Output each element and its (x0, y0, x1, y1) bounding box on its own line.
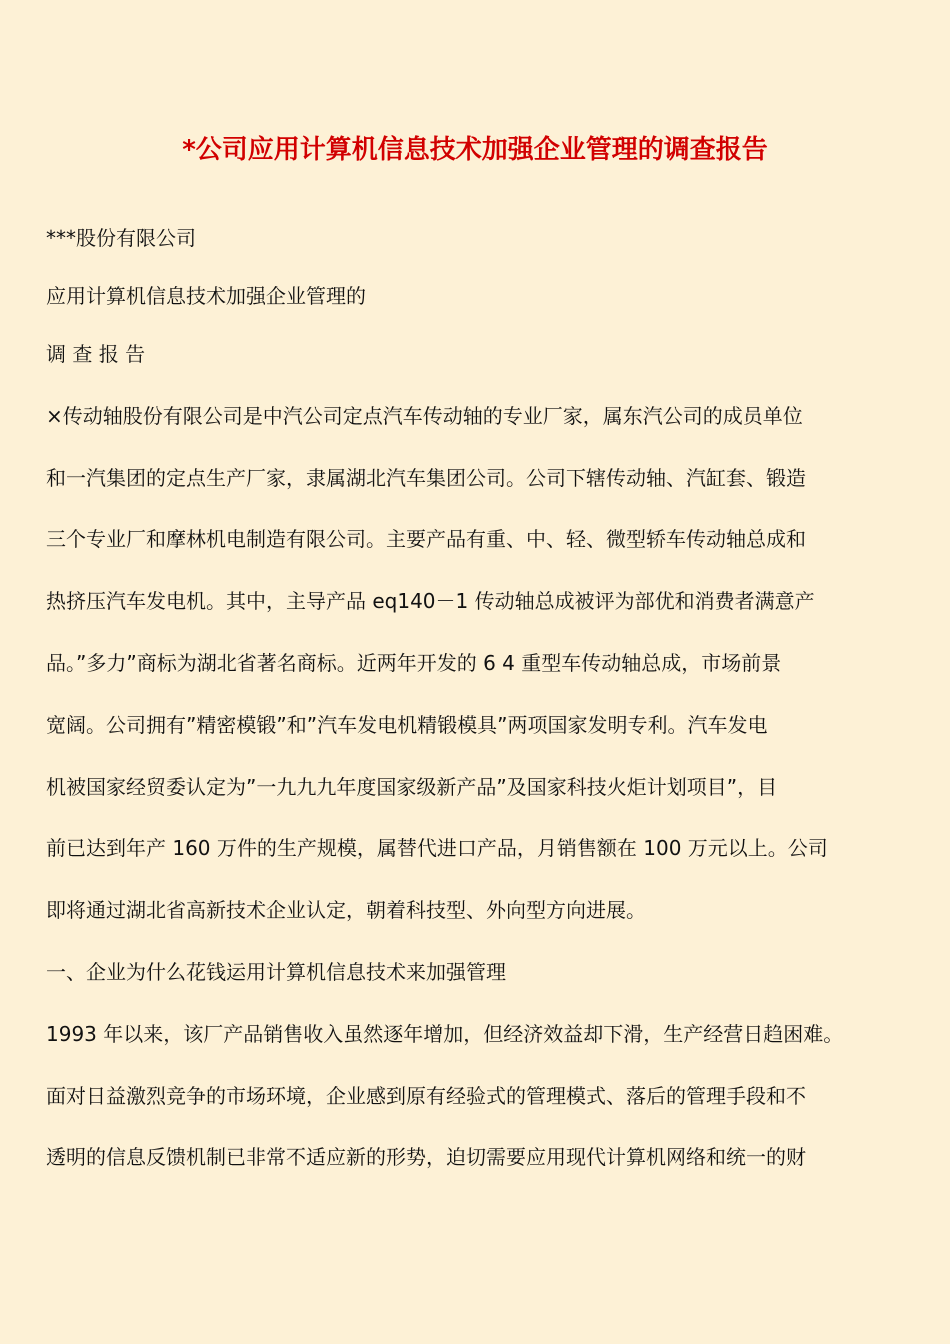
body-line: 1993 年以来，该厂产品销售收入虽然逐年增加，但经济效益却下滑，生产经营日趋困难。 (46, 1021, 844, 1046)
body-line: 品。”多力”商标为湖北省著名商标。近两年开发的 6 4 重型车传动轴总成，市场前景 (46, 650, 782, 675)
report-label: 调 查 报 告 (46, 342, 146, 366)
company-name: ***股份有限公司 (46, 226, 196, 250)
document-body (46, 216, 906, 1197)
body-line: 前已达到年产 160 万件的生产规模，属替代进口产品，月销售额在 100 万元以上。公司 (46, 836, 828, 861)
body-line: 即将通过湖北省高新技术企业认定，朝着科技型、外向型方向进展。 (46, 898, 646, 923)
section-heading: 一、企业为什么花钱运用计算机信息技术来加强管理 (46, 959, 506, 984)
body-line: ×传动轴股份有限公司是中汽公司定点汽车传动轴的专业厂家，属东汽公司的成员单位 (46, 403, 803, 428)
body-line: 面对日益激烈竞争的市场环境，企业感到原有经验式的管理模式、落后的管理手段和不 (46, 1083, 806, 1108)
document-title: *公司应用计算机信息技术加强企业管理的调查报告 (182, 135, 768, 165)
body-line: 宽阔。公司拥有”精密模锻”和”汽车发电机精锻模具”两项国家发明专利。汽车发电 (46, 712, 768, 737)
body-line: 和一汽集团的定点生产厂家，隶属湖北汽车集团公司。公司下辖传动轴、汽缸套、锻造 (46, 465, 806, 490)
body-line: 三个专业厂和摩林机电制造有限公司。主要产品有重、中、轻、微型轿车传动轴总成和 (46, 527, 806, 552)
body-line: 透明的信息反馈机制已非常不适应新的形势，迫切需要应用现代计算机网络和统一的财 (46, 1145, 806, 1170)
body-line: 热挤压汽车发电机。其中，主导产品 eq140－1 传动轴总成被评为部优和消费者满意产 (46, 589, 815, 614)
report-subtitle: 应用计算机信息技术加强企业管理的 (46, 284, 366, 308)
body-line: 机被国家经贸委认定为”一九九九年度国家级新产品”及国家科技火炬计划项目”，目 (46, 774, 778, 799)
